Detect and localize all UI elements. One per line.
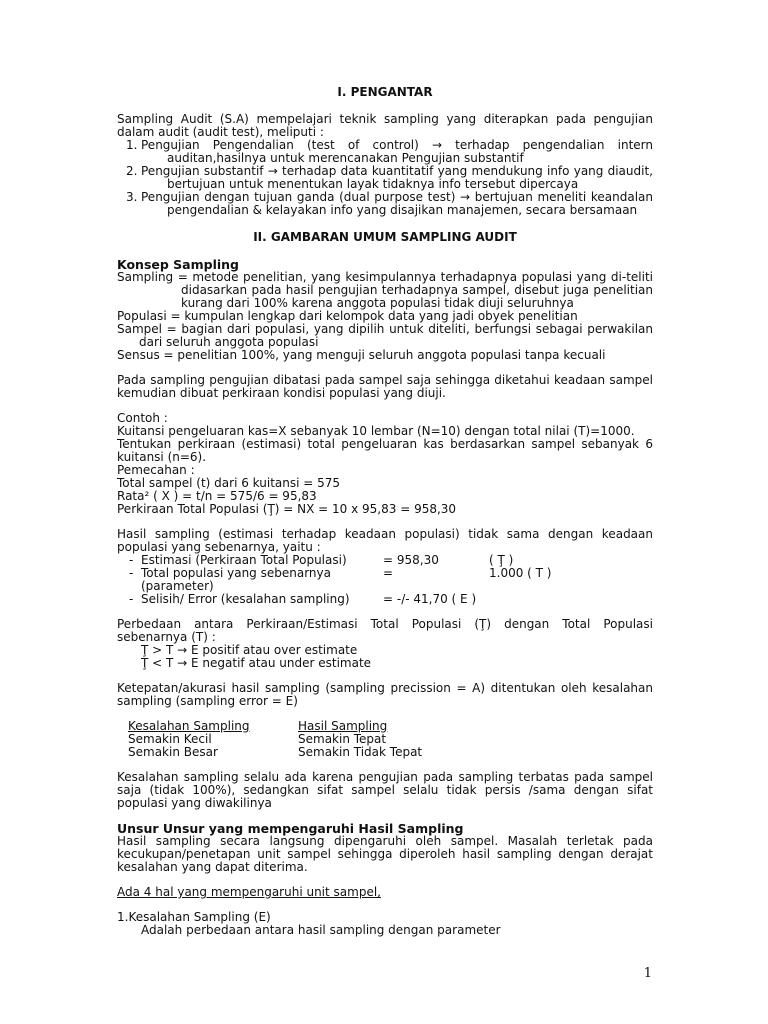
list-item: - Total populasi yang sebenarnya (parameter) = 1.000 ( T ) bbox=[129, 566, 552, 593]
definition-sampling: Sampling = metode penelitian, yang kesimpulannya terhadapnya populasi yang di-teliti didasarkan pada hasil pengujian terhadapnya sampel, disebut juga penelitian kurang dari 100% karena anggota populasi tidak diuji seluruhnya bbox=[117, 270, 653, 310]
kesalahan-paragraph: Kesalahan sampling selalu ada karena pengujian pada sampling terbatas pada sampel saja (tidak 100%), sedangkan sifat sampel selalu tidak persis /sama dengan sifat populasi yang diwakilinya bbox=[117, 770, 653, 810]
contoh-line: Tentukan perkiraan (estimasi) total pengeluaran kas berdasarkan sampel sebanyak 6 kuitansi (n=6). bbox=[117, 437, 653, 464]
list-item: 2. Pengujian substantif → terhadap data kuantitatif yang mendukung info yang diaudit, bertujuan untuk menentukan layak tidaknya info tersebut dipercaya bbox=[126, 164, 653, 191]
hasil-paragraph: Hasil sampling (estimasi terhadap keadaan populasi) tidak sama dengan keadaan populasi yang sebenarnya, yaitu : bbox=[117, 527, 653, 554]
konsep-sampling-title: Konsep Sampling bbox=[117, 257, 239, 272]
sampling-table bbox=[117, 720, 653, 759]
table-cell: Semakin Tidak Tepat bbox=[298, 745, 423, 759]
table-cell: Semakin Besar bbox=[128, 745, 218, 759]
definition-sampel: Sampel = bagian dari populasi, yang dipilih untuk diteliti, berfungsi sebagai perwakilan dari seluruh anggota populasi bbox=[117, 322, 653, 349]
unsur-title: Unsur Unsur yang mempengaruhi Hasil Sampling bbox=[117, 821, 464, 836]
list-item: Ţ < T → E negatif atau under estimate bbox=[141, 656, 372, 670]
contoh-label: Contoh : bbox=[117, 411, 168, 425]
table-header: Kesalahan Sampling bbox=[128, 719, 250, 733]
list-item: Ţ > T → E positif atau over estimate bbox=[141, 643, 358, 657]
heading-pengantar: I. PENGANTAR bbox=[337, 85, 433, 99]
list-item: 3. Pengujian dengan tujuan ganda (dual purpose test) → bertujuan meneliti keandalan pengendalian & kelayakan info yang disajikan manajemen, secara bersamaan bbox=[126, 190, 653, 217]
table-cell: Semakin Tepat bbox=[298, 732, 387, 746]
list-item: 1. Pengujian Pengendalian (test of control) → terhadap pengendalian intern auditan,hasilnya untuk merencanakan Pengujian substantif bbox=[126, 138, 653, 165]
hasil-list bbox=[117, 554, 653, 606]
list-item: - Selisih/ Error (kesalahan sampling) = -/- 41,70 ( E ) bbox=[129, 592, 477, 606]
item-kesalahan-sampling: 1.Kesalahan Sampling (E) bbox=[117, 910, 271, 924]
list-item: - Estimasi (Perkiraan Total Populasi) = 958,30 ( Ţ ) bbox=[129, 553, 514, 567]
definition-populasi: Populasi = kumpulan lengkap dari kelompok data yang jadi obyek penelitian bbox=[117, 309, 578, 323]
intro-list bbox=[117, 139, 653, 217]
heading-gambaran-umum: II. GAMBARAN UMUM SAMPLING AUDIT bbox=[253, 230, 517, 244]
page-number: 1 bbox=[643, 966, 652, 981]
perbedaan-paragraph: Perbedaan antara Perkiraan/Estimasi Total Populasi (Ţ) dengan Total Populasi sebenarnya (T) : bbox=[117, 617, 653, 644]
document-page bbox=[117, 86, 653, 937]
calc-line: Rata² ( X ) = t/n = 575/6 = 95,83 bbox=[117, 489, 317, 503]
item-description: Adalah perbedaan antara hasil sampling dengan parameter bbox=[141, 923, 501, 937]
intro-paragraph: Sampling Audit (S.A) mempelajari teknik sampling yang diterapkan pada pengujian dalam audit (audit test), meliputi : bbox=[117, 112, 653, 139]
pemecahan-label: Pemecahan : bbox=[117, 463, 195, 477]
contoh-line: Kuitansi pengeluaran kas=X sebanyak 10 lembar (N=10) dengan total nilai (T)=1000. bbox=[117, 424, 635, 438]
unsur-paragraph: Hasil sampling secara langsung dipengaruhi oleh sampel. Masalah terletak pada kecukupan/penetapan unit sampel sehingga diperoleh hasil sampling dengan derajat kesalahan yang dapat diterima. bbox=[117, 834, 653, 874]
ada-4-hal-heading: Ada 4 hal yang mempengaruhi unit sampel, bbox=[117, 885, 381, 899]
definition-sensus: Sensus = penelitian 100%, yang menguji seluruh anggota populasi tanpa kecuali bbox=[117, 348, 606, 362]
ketepatan-paragraph: Ketepatan/akurasi hasil sampling (sampling precission = A) ditentukan oleh kesalahan sampling (sampling error = E) bbox=[117, 681, 653, 708]
pengujian-paragraph: Pada sampling pengujian dibatasi pada sampel saja sehingga diketahui keadaan sampel kemudian dibuat perkiraan kondisi populasi yang diuji. bbox=[117, 373, 653, 400]
table-header: Hasil Sampling bbox=[298, 719, 388, 733]
calc-line: Perkiraan Total Populasi (Ţ) = NX = 10 x 95,83 = 958,30 bbox=[117, 502, 457, 516]
calc-line: Total sampel (t) dari 6 kuitansi = 575 bbox=[117, 476, 341, 490]
table-cell: Semakin Kecil bbox=[128, 732, 212, 746]
